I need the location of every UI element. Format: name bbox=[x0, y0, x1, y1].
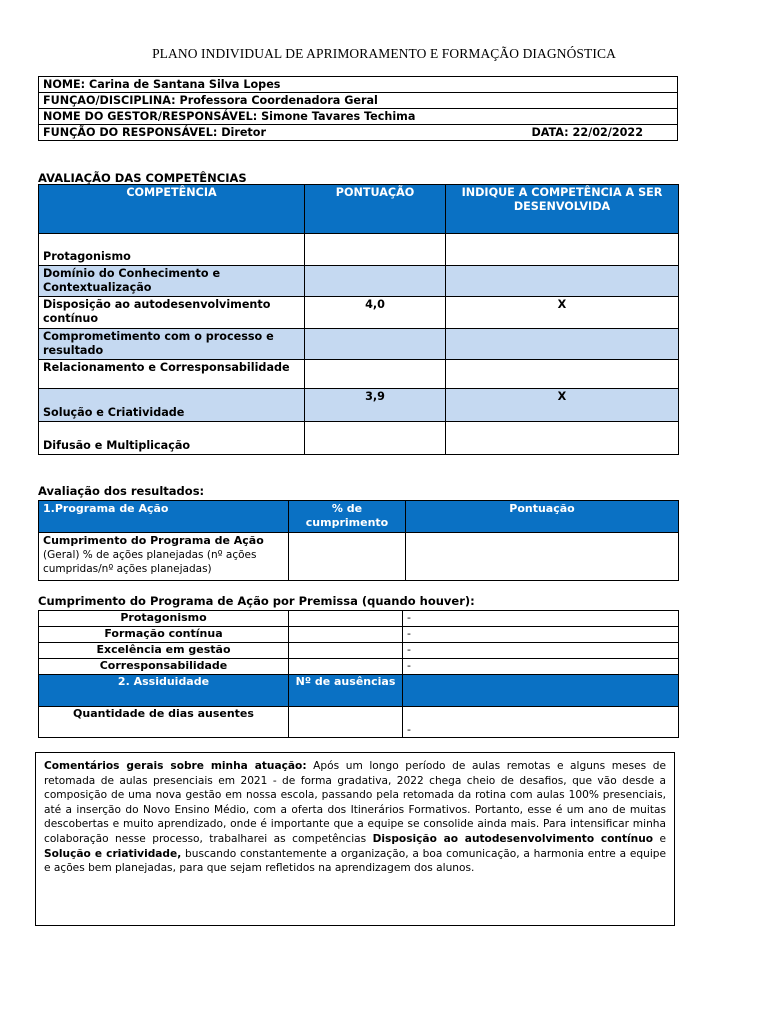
premissa-label: Formação contínua bbox=[39, 627, 289, 643]
table-row bbox=[39, 234, 679, 266]
competencias-table bbox=[38, 184, 679, 455]
info-table bbox=[38, 76, 678, 141]
table-row bbox=[39, 266, 679, 297]
percent-value bbox=[289, 533, 406, 581]
premissa-value: - bbox=[403, 611, 679, 627]
cumprimento-header: % de cumprimento bbox=[289, 501, 406, 533]
pontuacao-value bbox=[406, 533, 679, 581]
competencia-score bbox=[305, 329, 446, 360]
table-row bbox=[39, 360, 679, 389]
competencias-section-title: AVALIAÇÃO DAS COMPETÊNCIAS bbox=[38, 171, 247, 185]
comments-lead: Comentários gerais sobre minha atuação: bbox=[44, 760, 307, 772]
competencia-score: 3,9 bbox=[305, 389, 446, 422]
premissa-label: Protagonismo bbox=[39, 611, 289, 627]
competencia-label: Protagonismo bbox=[39, 234, 305, 266]
comments-text-3: buscando constantemente a organização, a boa comunicação, a harmonia entre a equipe e ações bem planejadas, para que sejam refletidos na aprendizagem dos alunos. bbox=[44, 847, 667, 875]
table-row bbox=[39, 659, 679, 675]
table-row bbox=[39, 297, 679, 329]
table-row bbox=[39, 643, 679, 659]
competencia-label: Comprometimento com o processo e resultado bbox=[39, 329, 305, 360]
premissa-value: - bbox=[403, 659, 679, 675]
premissa-empty bbox=[289, 643, 403, 659]
premissa-empty bbox=[289, 611, 403, 627]
competencia-mark bbox=[446, 234, 679, 266]
competencia-label: Relacionamento e Corresponsabilidade bbox=[39, 360, 305, 389]
cumprimento-label: Cumprimento do Programa de Ação bbox=[43, 534, 264, 547]
competencia-label: Disposição ao autodesenvolvimento contínuo bbox=[39, 297, 305, 329]
competencia-mark: X bbox=[446, 389, 679, 422]
table-row bbox=[39, 422, 679, 455]
competencia-score: 4,0 bbox=[305, 297, 446, 329]
cumprimento-cell bbox=[39, 533, 289, 581]
dias-ausentes-label: Quantidade de dias ausentes bbox=[39, 707, 289, 738]
competencia-mark bbox=[446, 360, 679, 389]
competencia-mark bbox=[446, 422, 679, 455]
premissa-empty bbox=[289, 659, 403, 675]
premissa-table bbox=[38, 610, 679, 738]
table-row bbox=[39, 329, 679, 360]
competencia-label: Solução e Criatividade bbox=[39, 389, 305, 422]
programa-acao-header: 1.Programa de Ação bbox=[39, 501, 289, 533]
table-row bbox=[39, 389, 679, 422]
competencia-mark bbox=[446, 266, 679, 297]
premissa-empty bbox=[289, 627, 403, 643]
table-row bbox=[39, 627, 679, 643]
dias-ausentes-empty bbox=[289, 707, 403, 738]
ausencias-blank-header bbox=[403, 675, 679, 707]
document-title: PLANO INDIVIDUAL DE APRIMORAMENTO E FORMAÇÃO DIAGNÓSTICA bbox=[152, 46, 616, 61]
competencia-label: Domínio do Conhecimento e Contextualização bbox=[39, 266, 305, 297]
competencia-score bbox=[305, 266, 446, 297]
premissa-value: - bbox=[403, 643, 679, 659]
cumprimento-description: (Geral) % de ações planejadas (nº ações cumpridas/nº ações planejadas) bbox=[43, 549, 257, 575]
funcao-responsavel-row bbox=[39, 125, 678, 141]
comments-text-1: Após um longo período de aulas remotas e alguns meses de retomada de aulas presenciais em 2021 - de forma gradativa, 2022 chega cheio de desafios, que vão desde a composição de uma nova gestão em nossa escola, passando pela retomada da rotina com aulas 100% presenciais, até a inserção do Novo Ensino Médio, com a oferta dos Itinerários Formativos. Portanto, esse é um ano de muitas descobertas e muito aprendizado, onde é importante que a equipe se consolide ainda mais. Para intensificar minha colaboração nesse processo, trabalharei as competências bbox=[44, 760, 666, 845]
nome-field: NOME: Carina de Santana Silva Lopes bbox=[39, 77, 678, 93]
competencia-mark bbox=[446, 329, 679, 360]
premissa-label: Excelência em gestão bbox=[39, 643, 289, 659]
premissa-label: Corresponsabilidade bbox=[39, 659, 289, 675]
comments-bold-2: Solução e criatividade, bbox=[44, 847, 182, 860]
table-row bbox=[39, 533, 679, 581]
table-row bbox=[39, 707, 679, 738]
comments-box bbox=[35, 752, 675, 926]
gestor-field: NOME DO GESTOR/RESPONSÁVEL: Simone Tavares Techima bbox=[39, 109, 678, 125]
ausencias-header: Nº de ausências bbox=[289, 675, 403, 707]
premissa-value: - bbox=[403, 627, 679, 643]
pontuacao-resultado-header: Pontuação bbox=[406, 501, 679, 533]
competencia-score bbox=[305, 422, 446, 455]
table-row bbox=[39, 611, 679, 627]
comments-text-2: e bbox=[653, 832, 666, 845]
funcao-field: FUNÇAO/DISCIPLINA: Professora Coordenadora Geral bbox=[39, 93, 678, 109]
resultados-section-title: Avaliação dos resultados: bbox=[38, 484, 205, 498]
competencia-label: Difusão e Multiplicação bbox=[39, 422, 305, 455]
assiduidade-header: 2. Assiduidade bbox=[39, 675, 289, 707]
pontuacao-header: PONTUAÇÃO bbox=[305, 185, 446, 234]
date-field: DATA: 22/02/2022 bbox=[531, 126, 643, 139]
competencia-mark: X bbox=[446, 297, 679, 329]
competencia-score bbox=[305, 234, 446, 266]
resultados-table bbox=[38, 500, 679, 581]
competencia-score bbox=[305, 360, 446, 389]
premissa-section-title: Cumprimento do Programa de Ação por Premissa (quando houver): bbox=[38, 594, 475, 608]
competencia-header: COMPETÊNCIA bbox=[39, 185, 305, 234]
comments-bold-1: Disposição ao autodesenvolvimento contínuo bbox=[372, 832, 654, 845]
indique-header: INDIQUE A COMPETÊNCIA A SER DESENVOLVIDA bbox=[446, 185, 679, 234]
funcao-responsavel-field: FUNÇÃO DO RESPONSÁVEL: Diretor bbox=[43, 126, 266, 139]
dias-ausentes-value: - bbox=[403, 707, 679, 738]
